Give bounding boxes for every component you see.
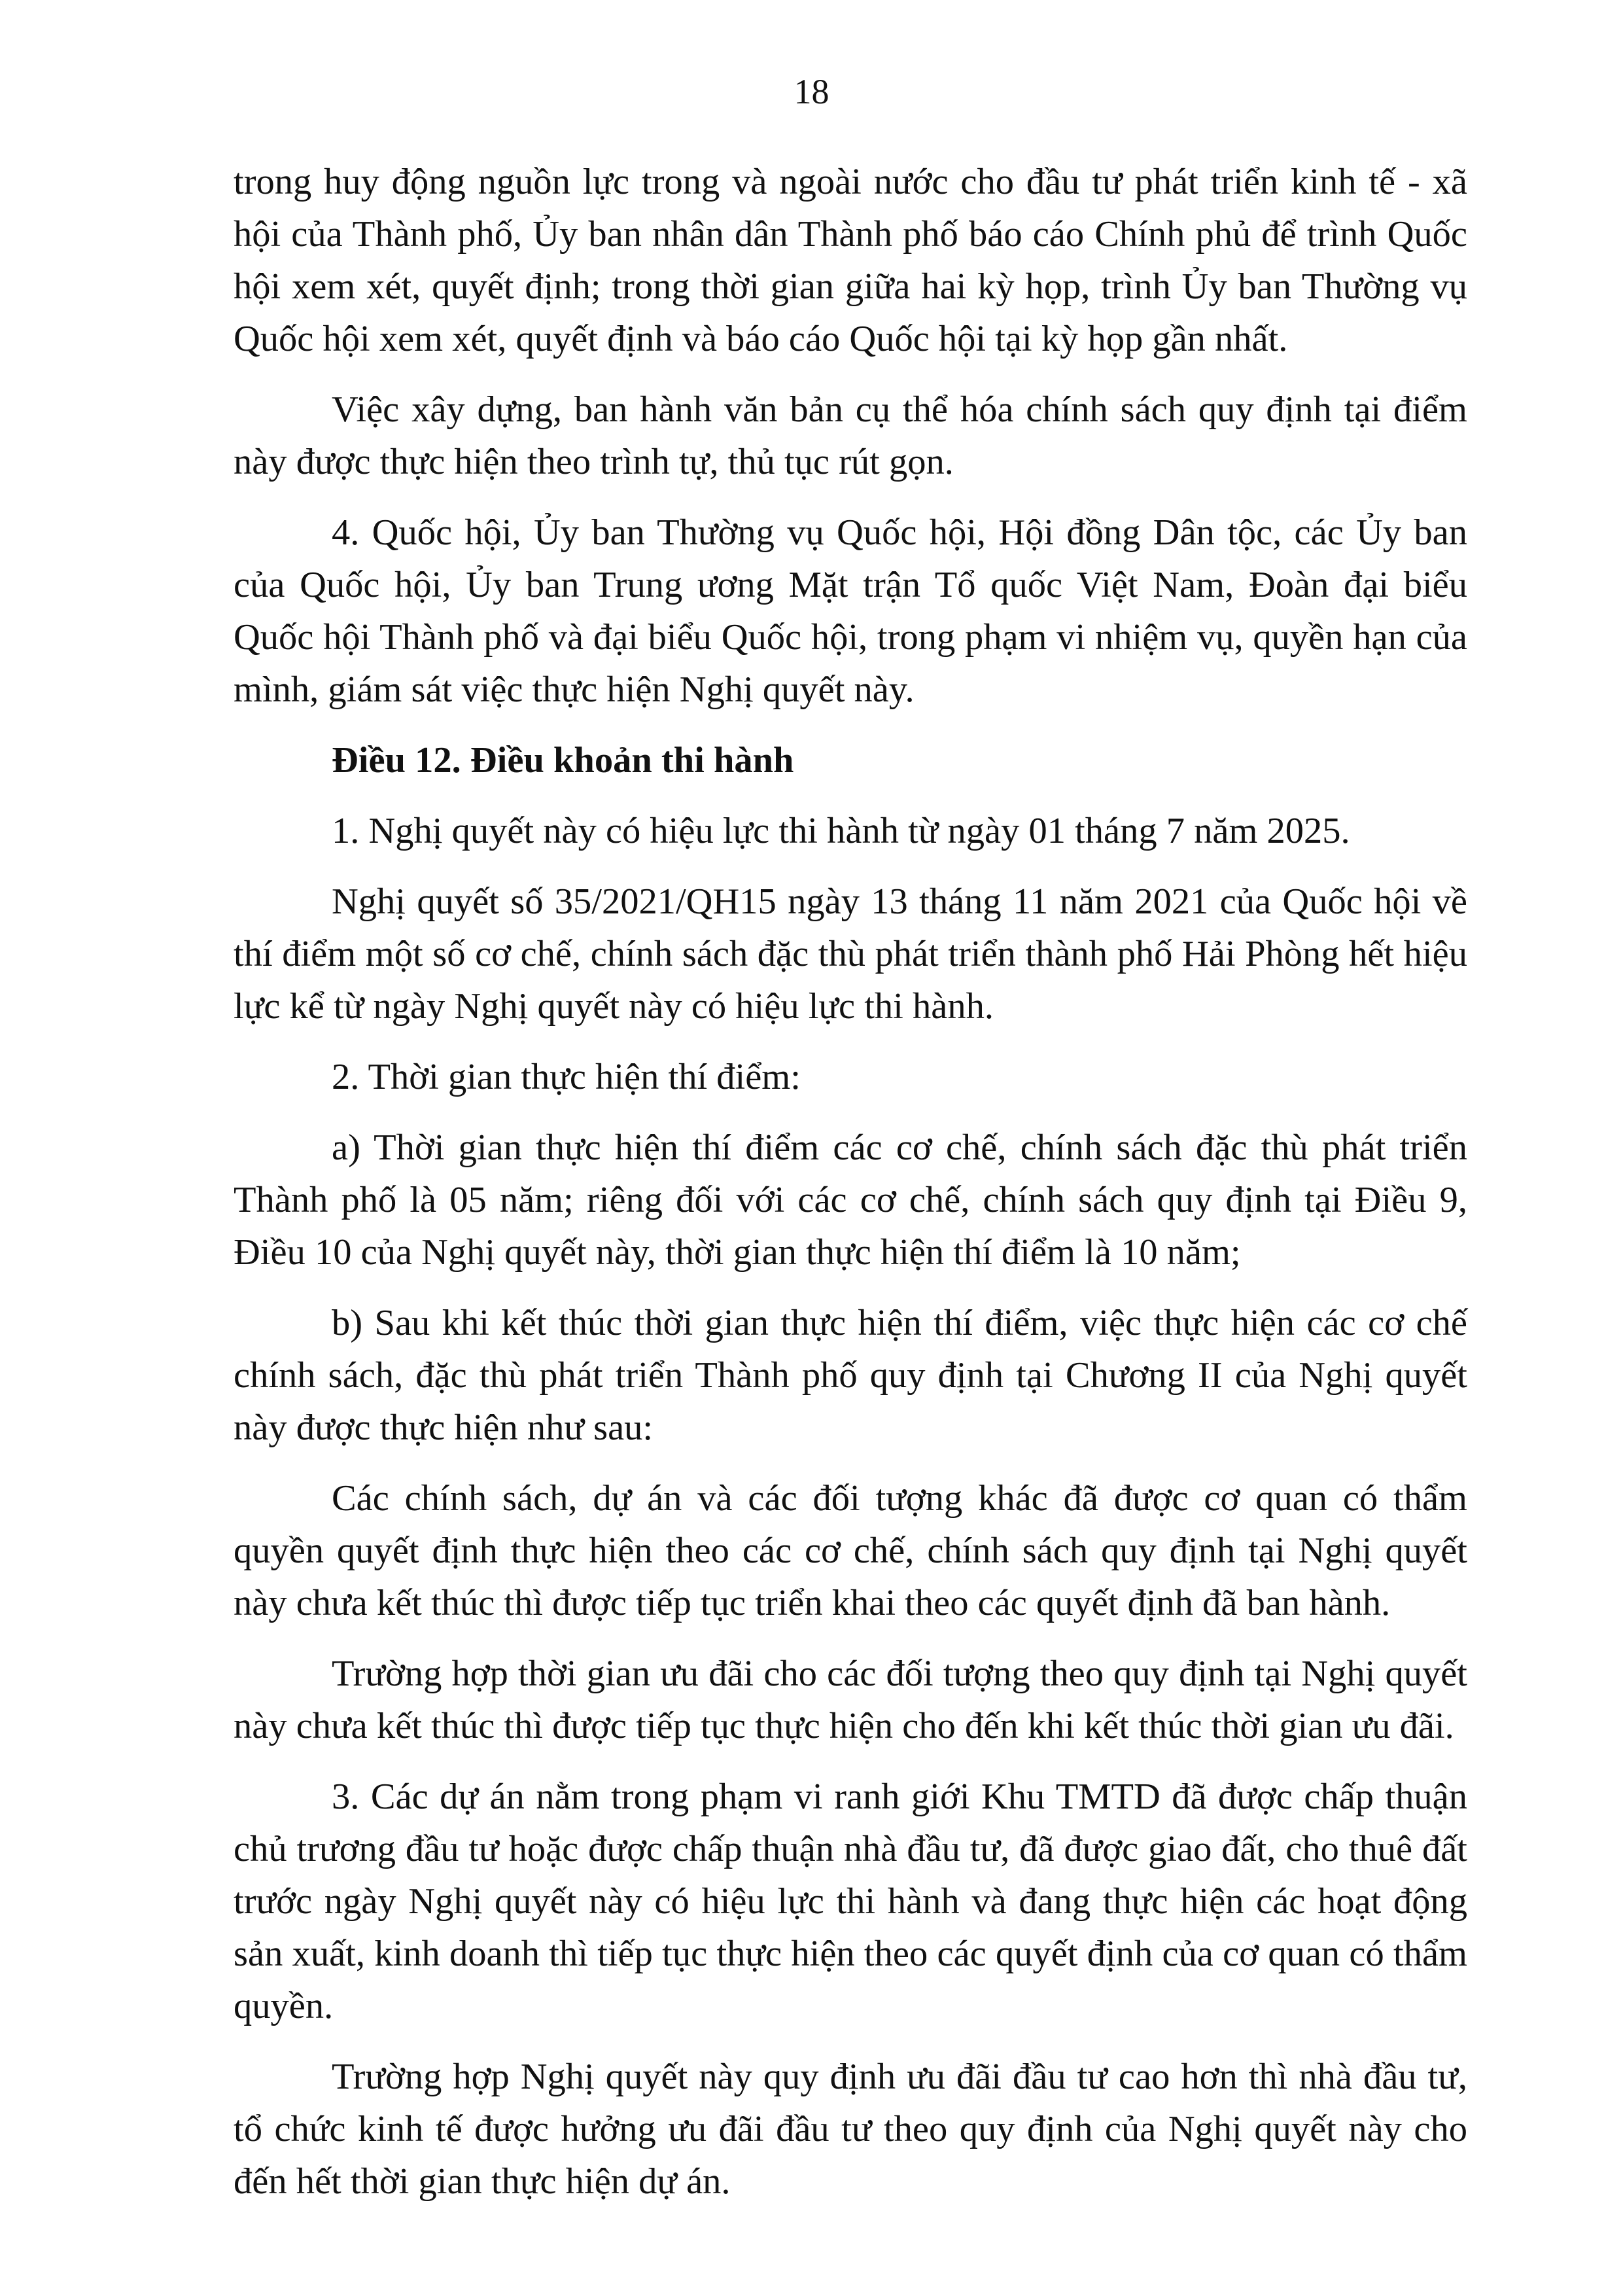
document-body — [234, 156, 1467, 2226]
paragraph-clause-3: 3. Các dự án nằm trong phạm vi ranh giới Khu TMTD đã được chấp thuận chủ trương đầu tư hoặc được chấp thuận nhà đầu tư, đã được giao đất, cho thuê đất trước ngày Nghị quyết này có hiệu lực thi hành và đang thực hiện các hoạt động sản xuất, kinh doanh thì tiếp tục thực hiện theo các quyết định của cơ quan có thẩm quyền. — [234, 1776, 1467, 2026]
article-heading: Điều 12. Điều khoản thi hành — [332, 740, 794, 781]
paragraph: Nghị quyết số 35/2021/QH15 ngày 13 tháng 11 năm 2021 của Quốc hội về thí điểm một số cơ chế, chính sách đặc thù phát triển thành phố Hải Phòng hết hiệu lực kể từ ngày Nghị quyết này có hiệu lực thi hành. — [234, 881, 1467, 1027]
paragraph: Trường hợp thời gian ưu đãi cho các đối tượng theo quy định tại Nghị quyết này chưa kết thúc thì được tiếp tục thực hiện cho đến khi kết thúc thời gian ưu đãi. — [234, 1653, 1467, 1746]
page-number: 18 — [794, 72, 829, 111]
paragraph-continuation: trong huy động nguồn lực trong và ngoài nước cho đầu tư phát triển kinh tế - xã hội của Thành phố, Ủy ban nhân dân Thành phố báo cáo Chính phủ để trình Quốc hội xem xét, quyết định; trong thời gian giữa hai kỳ họp, trình Ủy ban Thường vụ Quốc hội xem xét, quyết định và báo cáo Quốc hội tại kỳ họp gần nhất. — [234, 162, 1467, 359]
paragraph-clause-4: 4. Quốc hội, Ủy ban Thường vụ Quốc hội, Hội đồng Dân tộc, các Ủy ban của Quốc hội, Ủy ban Trung ương Mặt trận Tổ quốc Việt Nam, Đoàn đại biểu Quốc hội Thành phố và đại biểu Quốc hội, trong phạm vi nhiệm vụ, quyền hạn của mình, giám sát việc thực hiện Nghị quyết này. — [234, 512, 1467, 710]
paragraph: Việc xây dựng, ban hành văn bản cụ thể hóa chính sách quy định tại điểm này được thực hiện theo trình tự, thủ tục rút gọn. — [234, 389, 1467, 482]
paragraph-clause-2: 2. Thời gian thực hiện thí điểm: — [332, 1057, 801, 1097]
paragraph-clause-1: 1. Nghị quyết này có hiệu lực thi hành từ ngày 01 tháng 7 năm 2025. — [332, 811, 1350, 851]
paragraph: Trường hợp Nghị quyết này quy định ưu đãi đầu tư cao hơn thì nhà đầu tư, tổ chức kinh tế được hưởng ưu đãi đầu tư theo quy định của Nghị quyết này cho đến hết thời gian thực hiện dự án. — [234, 2057, 1467, 2202]
paragraph-point-a: a) Thời gian thực hiện thí điểm các cơ chế, chính sách đặc thù phát triển Thành phố là 05 năm; riêng đối với các cơ chế, chính sách quy định tại Điều 9, Điều 10 của Nghị quyết này, thời gian thực hiện thí điểm là 10 năm; — [234, 1127, 1467, 1273]
paragraph-point-b: b) Sau khi kết thúc thời gian thực hiện thí điểm, việc thực hiện các cơ chế chính sách, đặc thù phát triển Thành phố quy định tại Chương II của Nghị quyết này được thực hiện như sau: — [234, 1303, 1467, 1448]
paragraph: Các chính sách, dự án và các đối tượng khác đã được cơ quan có thẩm quyền quyết định thực hiện theo các cơ chế, chính sách quy định tại Nghị quyết này chưa kết thúc thì được tiếp tục triển khai theo các quyết định đã ban hành. — [234, 1478, 1467, 1623]
